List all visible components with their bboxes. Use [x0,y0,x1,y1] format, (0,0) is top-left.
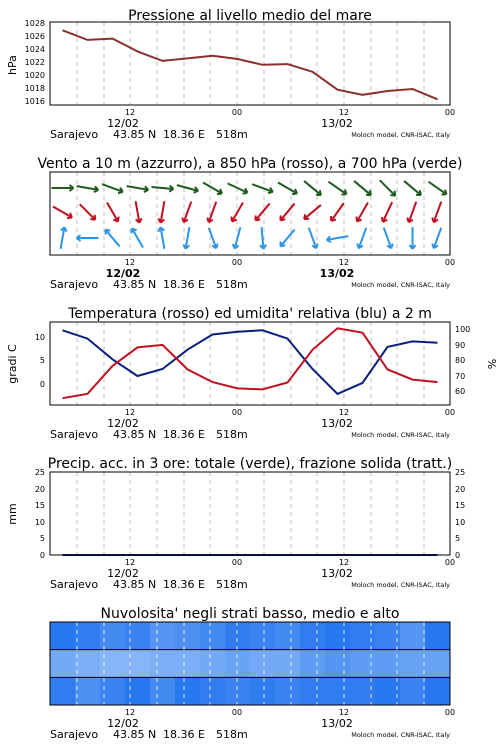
ytick: 15 [34,501,45,510]
wind-barb [304,181,321,195]
wind-barb [382,202,392,222]
precipitation-frame [50,472,450,555]
cloud-cell [300,650,326,678]
ytick: 1020 [24,71,45,80]
cloud-cell [425,677,451,705]
ytick-right: 90 [455,341,466,350]
xtick: 00 [444,408,456,417]
cloud-cell [325,622,351,650]
ytick-right: 5 [455,534,461,543]
wind-barb [158,201,164,223]
xtick: 00 [231,558,243,567]
xtick: 12 [124,408,136,417]
cloud-cell [125,677,151,705]
cloud-cell [125,650,151,678]
xtick: 00 [444,558,456,567]
cloud-cell [175,622,201,650]
wind-barb [158,227,164,249]
cloud-title: Nuvolosita' negli strati basso, medio e alto [100,606,400,622]
precipitation-yticks [35,468,45,560]
wind-barb [407,202,416,223]
wind-barb [432,228,441,249]
wind-barb [278,183,297,195]
wind-barb [410,227,416,249]
wind-barb [280,204,294,221]
cloud-cell [250,650,276,678]
location-elev: 518m [216,428,248,441]
xtick: 12 [338,108,350,117]
cloud-cell [425,622,451,650]
pressure-frame [50,22,450,105]
credit: Moloch model, CNR-ISAC, Italy [351,431,450,439]
cloud-cell [50,622,76,650]
cloud-cell [200,677,226,705]
ytick-right: 100 [455,325,471,334]
cloud-cell [150,677,176,705]
wind-barb [80,204,96,220]
cloud-cell [75,650,101,678]
cloud-cell [225,622,251,650]
wind-barb [228,183,248,193]
location-lon: 18.36 E [163,578,205,591]
date-label: 13/02 [321,117,353,130]
wind-title: Vento a 10 m (azzurro), a 850 hPa (rosso), a 700 hPa (verde) [37,156,463,172]
cloud-cell [400,622,426,650]
wind-barb [354,181,371,195]
xtick: 12 [338,708,350,717]
xtick: 00 [231,108,243,117]
wind-barb [131,228,143,247]
cloud-cell [125,622,151,650]
ytick: 0 [39,551,45,560]
date-label: 12/02 [107,417,139,430]
pressure-title: Pressione al livello medio del mare [128,8,372,24]
cloud-cell [350,622,376,650]
ytick-right: 60 [455,387,466,396]
pressure-ylabel: hPa [6,55,19,75]
wind-barb [102,184,123,193]
location-elev: 518m [216,278,248,291]
location-lon: 18.36 E [163,728,205,741]
wind-barbs [52,180,447,249]
ytick: 5 [39,356,45,365]
wind-barb [177,185,198,193]
ytick: 1024 [24,45,45,54]
xtick: 12 [124,108,136,117]
cloud-cell [225,650,251,678]
location-lat: 43.85 N [113,278,157,291]
ytick-right: 0 [455,551,461,560]
location-city: Sarajevo [50,578,99,591]
cloud-cell [200,622,226,650]
pressure-xticks [107,108,455,130]
wind-barb [356,202,368,221]
date-label: 13/02 [321,567,353,580]
wind-barb [52,185,74,191]
wind-chart [0,150,500,300]
precipitation-ylabel: mm [6,503,19,525]
location-city: Sarajevo [50,128,99,141]
cloud-cell [50,677,76,705]
wind-barb [77,186,99,192]
date-label: 13/02 [321,417,353,430]
humidity-yticks [455,325,470,396]
cloud-cell [175,677,201,705]
cloud-cell [375,622,401,650]
wind-barb [260,227,266,249]
xtick: 00 [444,708,456,717]
ytick: 5 [39,534,45,543]
cloud-cell [225,677,251,705]
credit: Moloch model, CNR-ISAC, Italy [351,581,450,589]
credit: Moloch model, CNR-ISAC, Italy [351,731,450,739]
cloud-cell [300,622,326,650]
ytick-right: 25 [455,468,466,477]
wind-barb [207,202,216,223]
ytick: 1022 [24,58,45,67]
temperature-ylabel: gradi C [6,344,19,384]
date-label: 12/02 [107,117,139,130]
xtick: 12 [124,558,136,567]
location-lon: 18.36 E [163,278,205,291]
xtick: 12 [338,558,350,567]
pressure-chart [0,0,500,150]
cloud-cell [200,650,226,678]
wind-barb [107,202,119,221]
location-city: Sarajevo [50,278,99,291]
ytick-right: 70 [455,372,466,381]
wind-barb [331,203,344,221]
date-label: 12/02 [107,717,139,730]
pressure-line [63,30,438,99]
wind-barb [61,227,67,249]
wind-barb [152,186,174,192]
wind-barb [304,205,321,219]
cloud-cell [275,622,301,650]
location-elev: 518m [216,578,248,591]
location-lon: 18.36 E [163,128,205,141]
location-lon: 18.36 E [163,428,205,441]
xtick: 12 [338,408,350,417]
cloud-chart [0,600,500,750]
cloud-cell [325,677,351,705]
wind-barb [77,235,99,241]
xtick: 00 [444,258,456,267]
ytick: 10 [34,333,45,342]
temperature-frame [50,322,450,405]
cloud-cell [300,677,326,705]
location-elev: 518m [216,128,248,141]
wind-barb [136,201,142,223]
pressure-yticks [25,19,45,106]
credit: Moloch model, CNR-ISAC, Italy [351,131,450,139]
cloud-cell [250,622,276,650]
cloud-cell [75,677,101,705]
wind-barb [309,228,318,249]
temperature-title: Temperatura (rosso) ed umidita' relativa (blu) a 2 m [68,306,432,322]
cloud-heatmap [50,622,451,705]
location-city: Sarajevo [50,428,99,441]
cloud-cell [350,650,376,678]
wind-barb [428,182,446,195]
xtick: 00 [231,408,243,417]
ytick-right: 15 [455,501,466,510]
wind-xticks [106,258,455,280]
wind-barb [384,228,393,249]
wind-barb [105,230,119,247]
xtick: 12 [124,258,136,267]
location-lat: 43.85 N [113,728,157,741]
ytick: 0 [39,380,45,389]
wind-barb [252,184,273,193]
wind-barb [380,180,396,196]
precipitation-chart [0,450,500,600]
date-label: 13/02 [319,267,355,280]
precipitation-title: Precip. acc. in 3 ore: totale (verde), frazione solida (tratt.) [47,456,453,472]
temperature-chart [0,300,500,450]
xtick: 12 [338,258,350,267]
wind-barb [432,202,441,223]
cloud-cell [325,650,351,678]
cloud-cell [75,622,101,650]
cloud-cell [175,650,201,678]
ytick: 10 [34,518,45,527]
temperature-grid [77,322,424,405]
ytick-right: 80 [455,356,466,365]
wind-barb [203,183,222,195]
precipitation-yticks-right [455,468,465,560]
location-lat: 43.85 N [113,428,157,441]
location-elev: 518m [216,728,248,741]
ytick: 1028 [24,19,45,28]
precipitation-xticks [107,558,455,580]
wind-barb [280,230,294,247]
wind-barb [53,207,72,219]
cloud-cell [350,677,376,705]
cloud-cell [150,650,176,678]
credit: Moloch model, CNR-ISAC, Italy [351,281,450,289]
ytick: 1026 [24,32,45,41]
ytick-right: 10 [455,518,466,527]
wind-barb [404,181,421,195]
xtick: 00 [444,108,456,117]
date-label: 12/02 [105,267,141,280]
date-label: 12/02 [107,567,139,580]
temperature-yticks [35,333,45,389]
cloud-cell [150,622,176,650]
ytick: 1018 [24,84,45,93]
wind-grid [77,172,424,255]
date-label: 13/02 [321,717,353,730]
ytick: 20 [34,485,45,494]
xtick: 00 [231,708,243,717]
wind-barb [255,204,269,221]
cloud-cell [275,677,301,705]
location-lat: 43.85 N [113,578,157,591]
cloud-cell [250,677,276,705]
ytick: 1016 [24,97,45,106]
temperature-xticks [107,408,455,430]
cloud-cell [400,650,426,678]
cloud-cell [425,650,451,678]
precipitation-grid [77,472,424,555]
cloud-xticks [107,708,455,730]
cloud-cell [50,650,76,678]
wind-barb [327,236,349,242]
wind-barb [357,228,366,249]
cloud-cell [100,622,126,650]
location-city: Sarajevo [50,728,99,741]
humidity-ylabel: % [485,358,498,370]
cloud-cell [275,650,301,678]
xtick: 12 [124,708,136,717]
location-lat: 43.85 N [113,128,157,141]
ytick-right: 20 [455,485,466,494]
xtick: 00 [231,258,243,267]
ytick: 25 [34,468,45,477]
cloud-cell [400,677,426,705]
